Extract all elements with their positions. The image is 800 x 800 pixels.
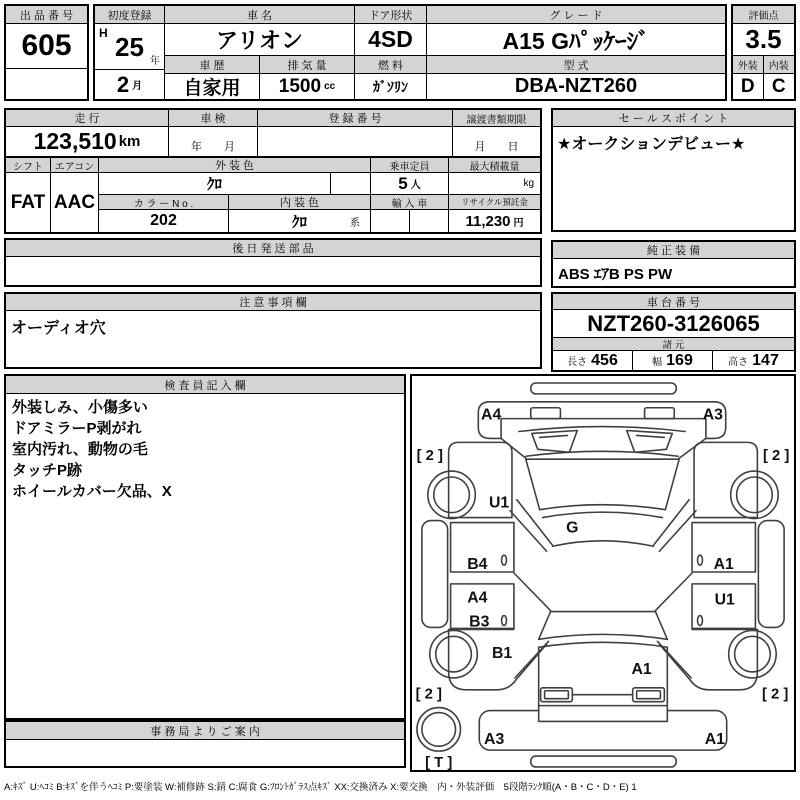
first-registration-month-unit: 月 bbox=[132, 81, 143, 92]
fuel-label: 燃 料 bbox=[355, 56, 427, 74]
chassis-block bbox=[551, 292, 796, 372]
max-load-label: 最大積載量 bbox=[449, 158, 540, 173]
first-registration-label: 初度登録 bbox=[95, 6, 165, 24]
capacity-unit: 人 bbox=[410, 180, 421, 191]
mileage-value: 123,510 bbox=[33, 128, 117, 154]
score-value: 3.5 bbox=[733, 24, 794, 56]
transfer-deadline-label: 譲渡書類期限 bbox=[453, 110, 540, 127]
inspector-note-line: 外装しみ、小傷多い bbox=[12, 399, 148, 416]
import-cell-2 bbox=[410, 210, 449, 232]
spec-label: 諸 元 bbox=[553, 338, 794, 351]
import-label: 輸 入 車 bbox=[371, 195, 449, 210]
diagram-label-front-fender-left: U1 bbox=[488, 494, 510, 512]
exterior-color-value: ｸﾛ bbox=[99, 173, 331, 195]
score-label: 評価点 bbox=[733, 6, 794, 24]
spec-width-label: 幅 bbox=[652, 357, 663, 368]
inspector-notes-block bbox=[4, 374, 406, 720]
diagram-label-quarter-left: B1 bbox=[491, 645, 513, 663]
aircon-label: エアコン bbox=[51, 158, 99, 173]
auction-number-value: 605 bbox=[6, 24, 87, 69]
diagram-label-door-front-left: B4 bbox=[467, 556, 488, 574]
model-code-label: 型 式 bbox=[427, 56, 725, 74]
spec-length-cell bbox=[553, 351, 633, 370]
inspector-notes-label: 検 査 員 記 入 欄 bbox=[6, 376, 404, 394]
max-load-cell: kg bbox=[449, 173, 540, 195]
diagram-label-door-rear-right: U1 bbox=[714, 591, 735, 609]
diagram-label-corner-rear-left: [ 2 ] bbox=[415, 686, 443, 703]
spec-width-cell bbox=[633, 351, 713, 370]
sales-point-label: セ ー ル ス ポ イ ン ト bbox=[553, 110, 794, 127]
inspection-label: 車 検 bbox=[169, 110, 258, 127]
diagram-label-corner-front-right: [ 2 ] bbox=[762, 448, 790, 465]
notes-block bbox=[4, 292, 542, 369]
first-registration-year: 25 bbox=[115, 32, 144, 62]
exterior-grade-value: D bbox=[733, 74, 764, 99]
car-history-label: 車 歴 bbox=[165, 56, 260, 74]
displacement-cell bbox=[260, 74, 355, 99]
first-registration-year-cell bbox=[95, 24, 165, 70]
capacity-value: 5 bbox=[398, 173, 408, 193]
mileage-block bbox=[4, 108, 542, 158]
auction-number-label: 出 品 番 号 bbox=[6, 6, 87, 24]
oem-equipment-value: ABS ｴｱB PS PW bbox=[558, 266, 673, 283]
office-info-label: 事 務 局 よ り ご 案 内 bbox=[6, 722, 404, 740]
recycle-deposit-cell bbox=[449, 210, 540, 232]
door-shape-value: 4SD bbox=[355, 24, 427, 56]
registration-number-label: 登 録 番 号 bbox=[258, 110, 453, 127]
mileage-cell bbox=[6, 127, 169, 156]
fuel-value: ｶﾞｿﾘﾝ bbox=[355, 74, 427, 99]
inspector-note-line: タッチP跡 bbox=[12, 462, 83, 479]
interior-color-suffix: 系 bbox=[350, 218, 360, 229]
door-shape-label: ドア形状 bbox=[355, 6, 427, 24]
spec-length-value: 456 bbox=[591, 351, 618, 369]
sales-point-value: ★オークションデビュー★ bbox=[557, 136, 746, 153]
diagram-label-hood-left: A4 bbox=[481, 406, 502, 424]
diagram-label-bumper-rear-right: A1 bbox=[704, 731, 725, 749]
score-block bbox=[731, 4, 796, 101]
recycle-deposit-value: 11,230 bbox=[465, 212, 511, 230]
car-outline bbox=[417, 383, 784, 767]
diagram-label-hood-right: A3 bbox=[702, 406, 723, 424]
exterior-color-extra-cell bbox=[331, 173, 371, 195]
first-registration-month-cell bbox=[95, 70, 165, 99]
mileage-label: 走 行 bbox=[6, 110, 169, 127]
chassis-value: NZT260-3126065 bbox=[553, 310, 794, 338]
car-damage-diagram bbox=[412, 376, 794, 770]
inspection-value: 年 月 bbox=[169, 127, 258, 156]
auction-number-block bbox=[4, 4, 89, 101]
interior-grade-label: 内装 bbox=[764, 56, 795, 74]
diagram-label-door-front-right: A1 bbox=[713, 556, 734, 574]
chassis-label: 車 台 番 号 bbox=[553, 294, 794, 310]
color-equipment-block bbox=[4, 156, 542, 234]
vehicle-info-block bbox=[93, 4, 727, 101]
oem-equipment-block bbox=[551, 240, 796, 288]
car-history-value: 自家用 bbox=[165, 74, 260, 99]
import-cell-1 bbox=[371, 210, 410, 232]
inspector-notes-lines bbox=[12, 397, 172, 502]
aircon-value: AAC bbox=[51, 173, 99, 232]
inspector-note-line: 室内汚れ、動物の毛 bbox=[12, 441, 148, 458]
car-name-label: 車 名 bbox=[165, 6, 355, 24]
diagram-label-door-rear-left-top: A4 bbox=[467, 589, 488, 607]
diagram-label-trunk: A1 bbox=[631, 660, 652, 678]
color-number-label: カ ラ ー N o . bbox=[99, 195, 229, 210]
interior-grade-value: C bbox=[771, 75, 786, 97]
interior-color-value: ｸﾛ bbox=[291, 213, 307, 231]
car-name-value: アリオン bbox=[165, 24, 355, 56]
mileage-unit: km bbox=[118, 133, 141, 150]
later-parts-label: 後 日 発 送 部 品 bbox=[6, 240, 540, 257]
exterior-color-label: 外 装 色 bbox=[99, 158, 371, 173]
spec-length-label: 長さ bbox=[567, 357, 588, 368]
model-code-value: DBA-NZT260 bbox=[514, 75, 638, 97]
shift-value: FAT bbox=[6, 173, 51, 232]
notes-label: 注 意 事 項 欄 bbox=[6, 294, 540, 311]
displacement-label: 排 気 量 bbox=[260, 56, 355, 74]
capacity-cell bbox=[371, 173, 449, 195]
diagram-label-corner-rear-right: [ 2 ] bbox=[762, 686, 789, 703]
diagram-label-corner-front-left: [ 2 ] bbox=[416, 448, 444, 465]
color-number-value: 202 bbox=[99, 210, 229, 232]
displacement-unit: cc bbox=[324, 81, 336, 92]
displacement-value: 1500 bbox=[278, 75, 322, 97]
oem-equipment-label: 純 正 装 備 bbox=[553, 242, 794, 259]
diagram-label-spare: [ T ] bbox=[425, 754, 453, 770]
spec-width-value: 169 bbox=[666, 351, 693, 369]
spec-height-cell bbox=[713, 351, 794, 370]
sales-point-block bbox=[551, 108, 796, 232]
notes-value: オーディオ穴 bbox=[11, 320, 106, 337]
shift-label: シフト bbox=[6, 158, 51, 173]
inspector-note-line: ドアミラーP剥がれ bbox=[12, 420, 142, 437]
diagram-label-door-rear-left-bottom: B3 bbox=[469, 613, 490, 631]
grade-label: グ レ ー ド bbox=[427, 6, 725, 24]
spec-height-value: 147 bbox=[752, 351, 779, 369]
first-registration-era: H bbox=[99, 26, 108, 40]
transfer-deadline-value: 月 日 bbox=[474, 141, 519, 153]
recycle-deposit-label: リサイクル預託金 bbox=[449, 195, 540, 210]
interior-color-label: 内 装 色 bbox=[229, 195, 371, 210]
later-parts-block bbox=[4, 238, 542, 287]
interior-color-cell bbox=[229, 210, 371, 232]
diagram-label-glass: G bbox=[566, 519, 579, 537]
legend-footer: A:ｷｽﾞ U:ﾍｺﾐ B:ｷｽﾞを伴うﾍｺﾐ P:要塗装 W:補修跡 S:錆 C:腐食 G:ﾌﾛﾝﾄｶﾞﾗｽ点ｷｽﾞ XX:交換済み X:要交換 内・外装評価 5段階ﾗﾝｸ順(A・B・C・D・E) 1 bbox=[4, 782, 637, 793]
capacity-label: 乗車定員 bbox=[371, 158, 449, 173]
exterior-grade-label: 外装 bbox=[733, 56, 764, 74]
registration-number-value bbox=[258, 127, 453, 156]
inspector-note-line: ホイールカバー欠品、X bbox=[12, 483, 172, 500]
recycle-deposit-unit: 円 bbox=[513, 217, 524, 229]
grade-value: A15 Gﾊﾟｯｹｰｼﾞ bbox=[427, 24, 725, 56]
spec-height-label: 高さ bbox=[728, 357, 749, 368]
car-diagram-block bbox=[410, 374, 796, 772]
diagram-label-bumper-rear-left: A3 bbox=[484, 731, 505, 749]
first-registration-year-unit: 年 bbox=[150, 56, 160, 67]
first-registration-month: 2 bbox=[116, 71, 130, 97]
office-info-block bbox=[4, 720, 406, 768]
